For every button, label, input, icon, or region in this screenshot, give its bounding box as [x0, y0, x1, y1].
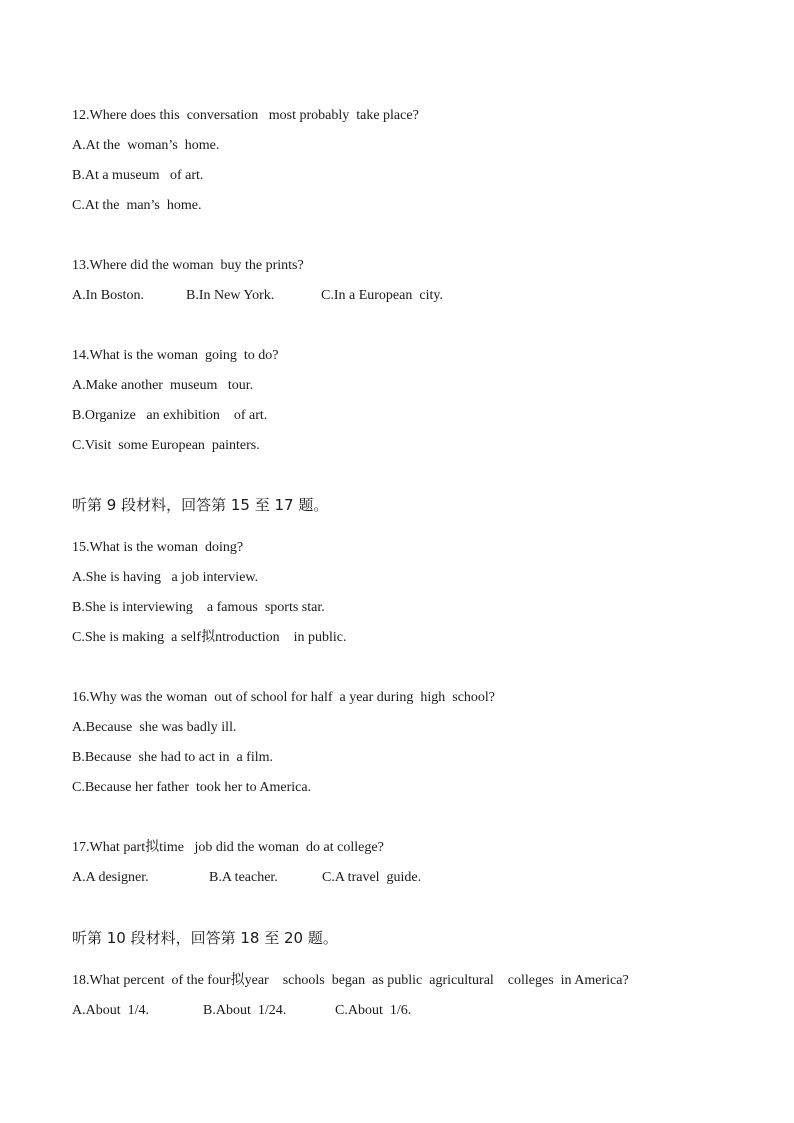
- question-16-option-c: C.Because her father took her to America.: [72, 780, 312, 795]
- question-15-option-b: B.She is interviewing a famous sports star.: [72, 600, 325, 615]
- section-10-instruction: 听第 10 段材料，回答第 18 至 20 题。: [72, 929, 338, 947]
- question-13-option-b: B.In New York.: [186, 288, 275, 303]
- question-16-stem: 16.Why was the woman out of school for half a year during high school?: [72, 690, 496, 705]
- question-18-option-a: A.About 1/4.: [72, 1003, 149, 1018]
- question-15-option-c: C.She is making a self拟ntroduction in public.: [72, 630, 347, 645]
- question-18-stem: 18.What percent of the four拟year schools began as public agricultural colleges in America?: [72, 973, 629, 988]
- question-18-option-c: C.About 1/6.: [335, 1003, 412, 1018]
- question-14-stem: 14.What is the woman going to do?: [72, 348, 279, 363]
- question-15-option-a: A.She is having a job interview.: [72, 570, 259, 585]
- question-12-stem: 12.Where does this conversation most probably take place?: [72, 108, 419, 123]
- question-16-option-b: B.Because she had to act in a film.: [72, 750, 273, 765]
- question-12-option-b: B.At a museum of art.: [72, 168, 204, 183]
- question-17-stem: 17.What part拟time job did the woman do at college?: [72, 840, 384, 855]
- section-9-instruction: 听第 9 段材料，回答第 15 至 17 题。: [72, 496, 329, 514]
- question-14-option-a: A.Make another museum tour.: [72, 378, 254, 393]
- question-12-option-a: A.At the woman’s home.: [72, 138, 220, 153]
- question-12-option-c: C.At the man’s home.: [72, 198, 202, 213]
- question-13-option-a: A.In Boston.: [72, 288, 144, 303]
- question-15-stem: 15.What is the woman doing?: [72, 540, 244, 555]
- question-17-option-a: A.A designer.: [72, 870, 149, 885]
- question-16-option-a: A.Because she was badly ill.: [72, 720, 237, 735]
- question-13-options: [72, 287, 443, 305]
- question-13-option-c: C.In a European city.: [321, 288, 443, 303]
- question-17-option-b: B.A teacher.: [209, 870, 278, 885]
- question-18-options: [72, 1002, 412, 1020]
- question-17-options: [72, 869, 422, 887]
- question-17-option-c: C.A travel guide.: [322, 870, 422, 885]
- question-14-option-b: B.Organize an exhibition of art.: [72, 408, 268, 423]
- question-18-option-b: B.About 1/24.: [203, 1003, 287, 1018]
- question-14-option-c: C.Visit some European painters.: [72, 438, 260, 453]
- question-13-stem: 13.Where did the woman buy the prints?: [72, 258, 304, 273]
